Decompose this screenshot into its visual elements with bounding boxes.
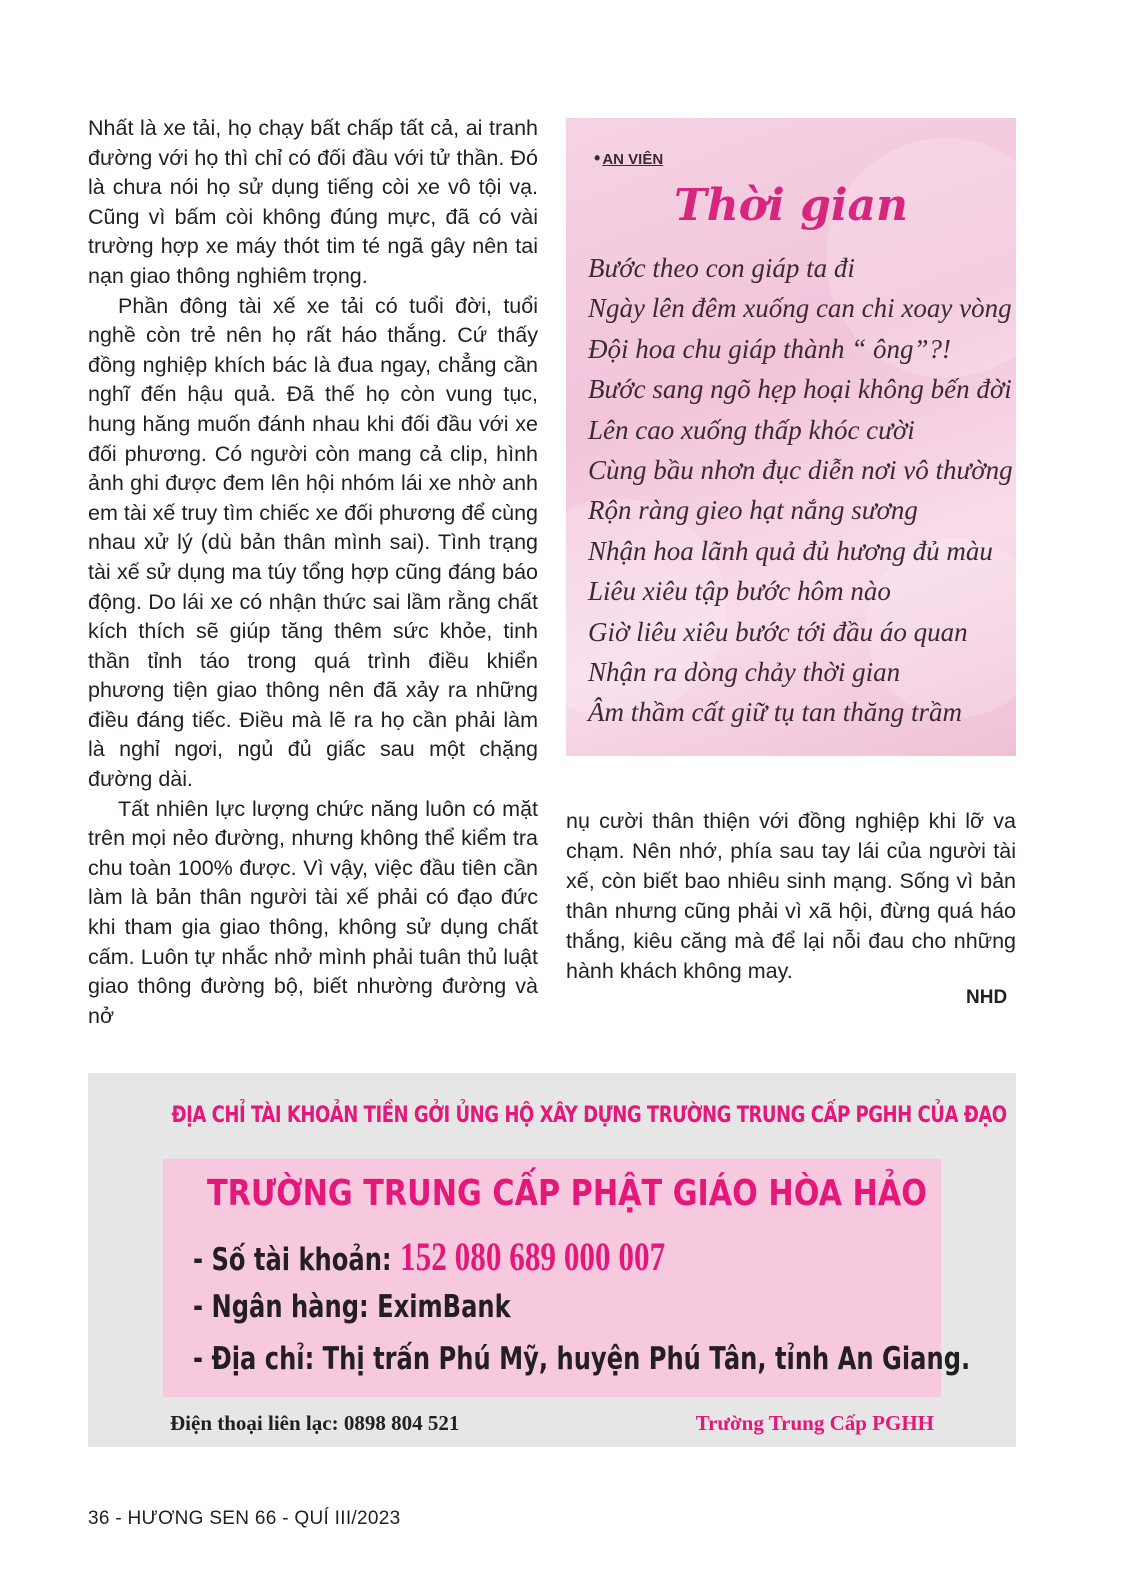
contact-phone: Điện thoại liên lạc: 0898 804 521 [170,1411,460,1435]
poem-line: Đội hoa chu giáp thành “ ông”?! [588,333,952,364]
poem-line: Bước sang ngõ hẹp hoại không bến đời [588,374,1012,405]
article-left-column [88,114,538,1031]
poem-line: Giờ liêu xiêu bước tới đầu áo quan [588,616,968,647]
poem-line: Nhận ra dòng chảy thời gian [588,657,901,688]
article-right-column [566,806,1016,986]
poem-author: • AN VIÊN [594,148,664,168]
page-footer: 36 - HƯƠNG SEN 66 - QUÍ III/2023 [88,1508,401,1529]
donation-box [88,1073,1016,1447]
account-label: - Số tài khoản: [193,1242,401,1278]
bank-row: - Ngân hàng: EximBank [193,1289,511,1325]
poem-line: Liêu xiêu tập bước hôm nào [588,576,891,607]
bullet-icon: • [594,148,601,168]
poem-line: Ngày lên đêm xuống can chi xoay vòng [588,293,1012,324]
account-row [193,1233,665,1280]
donation-signoff: Trường Trung Cấp PGHH [695,1411,934,1435]
account-number: 152 080 689 000 007 [400,1234,666,1279]
poem-lines [588,248,1013,733]
address-row: - Địa chỉ: Thị trấn Phú Mỹ, huyện Phú Tân, tỉnh An Giang. [193,1341,971,1377]
article-signature: NHD [966,987,1008,1008]
donation-details [163,1159,971,1397]
article-continuation: nụ cười thân thiện với đồng nghiệp khi lỡ va chạm. Nên nhớ, phía sau tay lái của người tài xế, còn biết bao nhiêu sinh mạng. Sống vì bản thân nhưng cũng phải vì xã hội, đừng quá háo thắng, kiêu căng mà để lại nỗi đau cho những hành khách không may. [566,809,1016,983]
poem-title: Thời gian [673,180,909,231]
poem-line: Nhận hoa lãnh quả đủ hương đủ màu [588,535,993,566]
article-paragraph: Phần đông tài xế xe tải có tuổi đời, tuổi nghề còn trẻ nên họ rất háo thắng. Cứ thấy đồng nghiệp khích bác là đua ngay, chẳng cần nghĩ đến hậu quả. Đã thế họ còn vung tục, hung hăng muốn đánh nhau khi đối đầu với xe đối phương. Có người còn mang cả clip, hình ảnh ghi được đem lên hội nhóm lái xe nhờ anh em tài xế truy tìm chiếc xe đối phương để cùng nhau xử lý (dù bản thân mình sai). Tình trạng tài xế sử dụng ma túy tổng hợp cũng đáng báo động. Do lái xe có nhận thức sai lầm rằng chất kích thích sẽ giúp tăng thêm sức khỏe, tinh thần tỉnh táo trong quá trình điều khiển phương tiện giao thông nên đã xảy ra những điều đáng tiếc. Điều mà lẽ ra họ cần phải làm là nghỉ ngơi, ngủ đủ giấc sau một chặng đường dài. [88,293,538,792]
article-paragraph: Tất nhiên lực lượng chức năng luôn có mặt trên mọi nẻo đường, nhưng không thể kiểm tra chu toàn 100% được. Vì vậy, việc đầu tiên cần làm là bản thân người tài xế phải có đạo đức khi tham gia giao thông, không sử dụng chất cấm. Luôn tự nhắc nhở mình phải tuân thủ luật giao thông đường bộ, biết nhường đường và nở [88,796,538,1028]
poem-line: Cùng bầu nhơn đục diễn nơi vô thường [588,455,1013,486]
poem-line: Bước theo con giáp ta đi [588,253,855,283]
poem-line: Lên cao xuống thấp khóc cười [588,414,915,445]
school-name: TRƯỜNG TRUNG CẤP PHẬT GIÁO HÒA HẢO [207,1173,927,1214]
article-paragraph: Nhất là xe tải, họ chạy bất chấp tất cả, ai tranh đường với họ thì chỉ có đối đầu với tử thần. Đó là chưa nói họ sử dụng tiếng còi xe vô tội vạ. Cũng vì bấm còi không đúng mực, đã có vài trường hợp xe máy thót tim té ngã gây nên tai nạn giao thông nghiêm trọng. [88,116,538,288]
poem-line: Rộn ràng gieo hạt nắng sương [588,495,918,526]
poem-line: Âm thầm cất giữ tụ tan thăng trầm [588,697,962,728]
poem-box [566,118,1016,756]
donation-heading: ĐỊA CHỈ TÀI KHOẢN TIỀN GỞI ỦNG HỘ XÂY DỰNG TRƯỜNG TRUNG CẤP PGHH CỦA ĐẠO [171,1103,1007,1128]
